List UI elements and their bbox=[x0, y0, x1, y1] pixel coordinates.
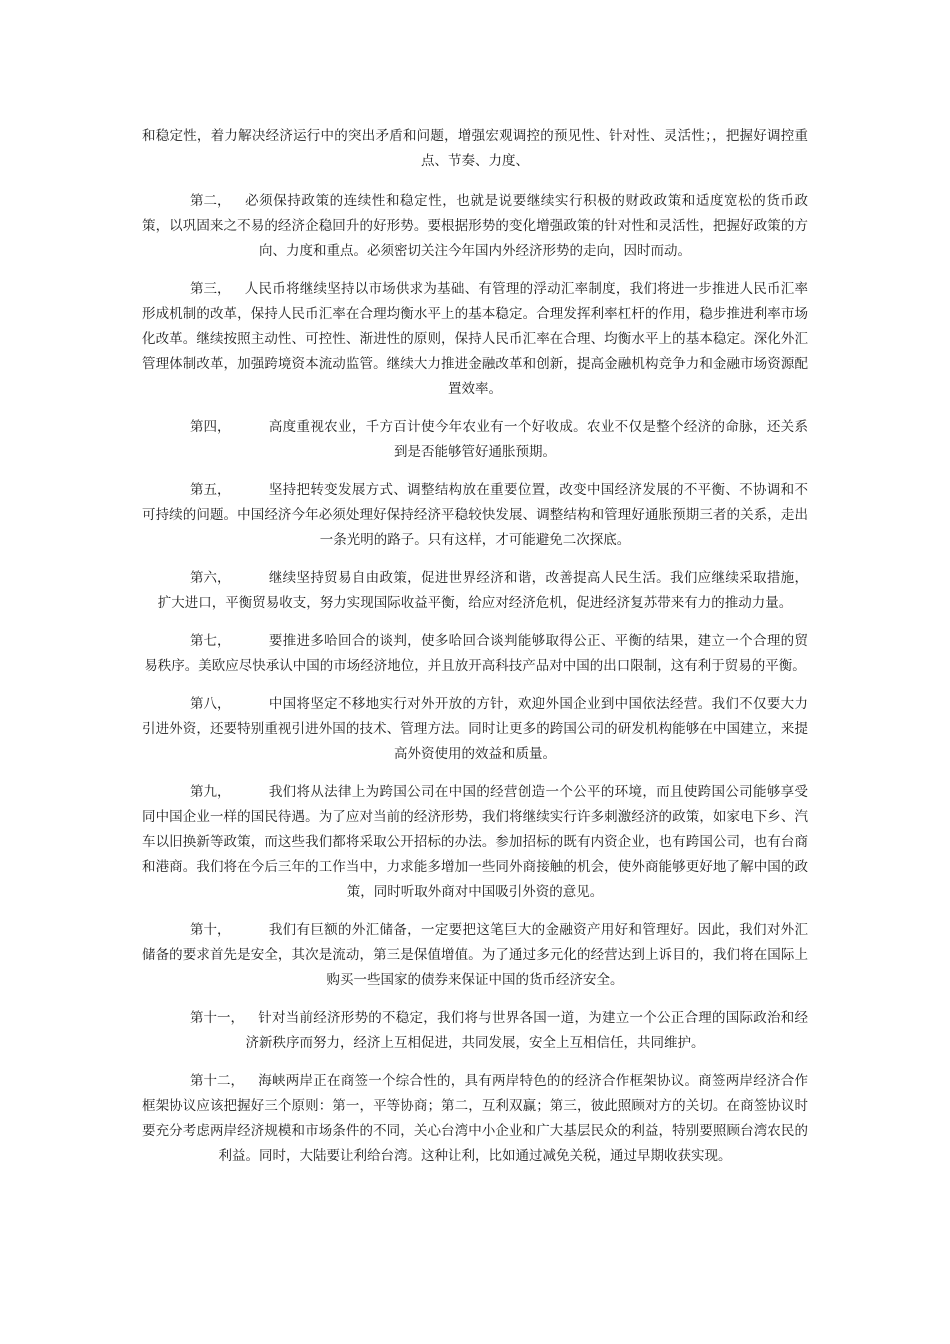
paragraph-text: 要推进多哈回合的谈判，使多哈回合谈判能够取得公正、平衡的结果，建立一个合理的贸易秩序。美欧应尽快承认中国的市场经济地位，并且放开高科技产品对中国的出口限制，这有利于贸易的平衡。 bbox=[144, 633, 808, 674]
paragraph-ordinal: 第十， bbox=[190, 922, 231, 938]
paragraph-text: 必须保持政策的连续性和稳定性，也就是说要继续实行积极的财政政策和适度宽松的货币政策，以巩固来之不易的经济企稳回升的好形势。要根据形势的变化增强政策的针对性和灵活性，把握好政策的方向、力度和重点。必须密切关注今年国内外经济形势的走向，因时而动。 bbox=[142, 193, 808, 259]
paragraph-text: 继续坚持贸易自由政策，促进世界经济和谐，改善提高人民生活。我们应继续采取措施，扩大进口，平衡贸易收支，努力实现国际收益平衡，给应对经济危机，促进经济复苏带来有力的推动力量。 bbox=[157, 570, 808, 611]
paragraph-6 bbox=[142, 566, 808, 616]
paragraph-ordinal: 第七， bbox=[190, 633, 231, 649]
document-body bbox=[142, 124, 808, 1182]
paragraph-ordinal: 第六， bbox=[190, 570, 231, 586]
paragraph-text: 高度重视农业，千方百计使今年农业有一个好收成。农业不仅是整个经济的命脉，还关系到是否能够管好通胀预期。 bbox=[268, 419, 808, 460]
paragraph-ordinal: 第三， bbox=[190, 281, 231, 297]
paragraph-ordinal: 第五， bbox=[190, 482, 231, 498]
paragraph-text: 海峡两岸正在商签一个综合性的，具有两岸特色的的经济合作框架协议。商签两岸经济合作框架协议应该把握好三个原则：第一，平等协商；第二，互利双赢；第三，彼此照顾对方的关切。在商签协议时要充分考虑两岸经济规模和市场条件的不同，关心台湾中小企业和广大基层民众的利益，特别要照顾台湾农民的利益。同时，大陆要让利给台湾。这种让利，比如通过减免关税，通过早期收获实现。 bbox=[142, 1073, 808, 1164]
paragraph-text: 坚持把转变发展方式、调整结构放在重要位置，改变中国经济发展的不平衡、不协调和不可持续的问题。中国经济今年必须处理好保持经济平稳较快发展、调整结构和管理好通胀预期三者的关系，走出一条光明的路子。只有这样，才可能避免二次探底。 bbox=[142, 482, 808, 548]
paragraph-8 bbox=[142, 692, 808, 767]
paragraph-ordinal: 第八， bbox=[190, 696, 231, 712]
paragraph-text: 针对当前经济形势的不稳定，我们将与世界各国一道，为建立一个公正合理的国际政治和经济新秩序而努力，经济上互相促进，共同发展，安全上互相信任，共同维护。 bbox=[245, 1010, 808, 1051]
paragraph-12 bbox=[142, 1069, 808, 1169]
paragraph-11 bbox=[142, 1006, 808, 1056]
paragraph-text: 中国将坚定不移地实行对外开放的方针，欢迎外国企业到中国依法经营。我们不仅要大力引进外资，还要特别重视引进外国的技术、管理方法。同时让更多的跨国公司的研发机构能够在中国建立，来提高外资使用的效益和质量。 bbox=[142, 696, 808, 762]
paragraph-ordinal: 第十一， bbox=[190, 1010, 244, 1026]
paragraph-text: 人民币将继续坚持以市场供求为基础、有管理的浮动汇率制度，我们将进一步推进人民币汇率形成机制的改革，保持人民币汇率在合理均衡水平上的基本稳定。合理发挥利率杠杆的作用，稳步推进利率市场化改革。继续按照主动性、可控性、渐进性的原则，保持人民币汇率在合理、均衡水平上的基本稳定。深化外汇管理体制改革，加强跨境资本流动监管。继续大力推进金融改革和创新，提高金融机构竞争力和金融市场资源配置效率。 bbox=[142, 281, 808, 397]
paragraph-7 bbox=[142, 629, 808, 679]
paragraph-9 bbox=[142, 780, 808, 905]
paragraph-10 bbox=[142, 918, 808, 993]
paragraph-text: 我们有巨额的外汇储备，一定要把这笔巨大的金融资产用好和管理好。因此，我们对外汇储备的要求首先是安全，其次是流动，第三是保值增值。为了通过多元化的经营达到上诉目的，我们将在国际上购买一些国家的债券来保证中国的货币经济安全。 bbox=[142, 922, 808, 988]
paragraph-2 bbox=[142, 189, 808, 264]
paragraph-text: 我们将从法律上为跨国公司在中国的经营创造一个公平的环境，而且使跨国公司能够享受同中国企业一样的国民待遇。为了应对当前的经济形势，我们将继续实行许多刺激经济的政策，如家电下乡、汽车以旧换新等政策，而这些我们都将采取公开招标的办法。参加招标的既有内资企业，也有跨国公司，也有台商和港商。我们将在今后三年的工作当中，力求能多增加一些同外商接触的机会，使外商能够更好地了解中国的政策，同时听取外商对中国吸引外资的意见。 bbox=[142, 784, 808, 900]
paragraph-5 bbox=[142, 478, 808, 553]
intro-paragraph: 和稳定性，着力解决经济运行中的突出矛盾和问题，增强宏观调控的预见性、针对性、灵活性；，把握好调控重点、节奏、力度、 bbox=[142, 128, 808, 169]
paragraph-ordinal: 第十二， bbox=[190, 1073, 244, 1089]
paragraph-4 bbox=[142, 415, 808, 465]
paragraph-ordinal: 第二， bbox=[190, 193, 231, 209]
paragraph-ordinal: 第四， bbox=[190, 419, 231, 435]
paragraph-3 bbox=[142, 277, 808, 402]
paragraph-ordinal: 第九， bbox=[190, 784, 231, 800]
